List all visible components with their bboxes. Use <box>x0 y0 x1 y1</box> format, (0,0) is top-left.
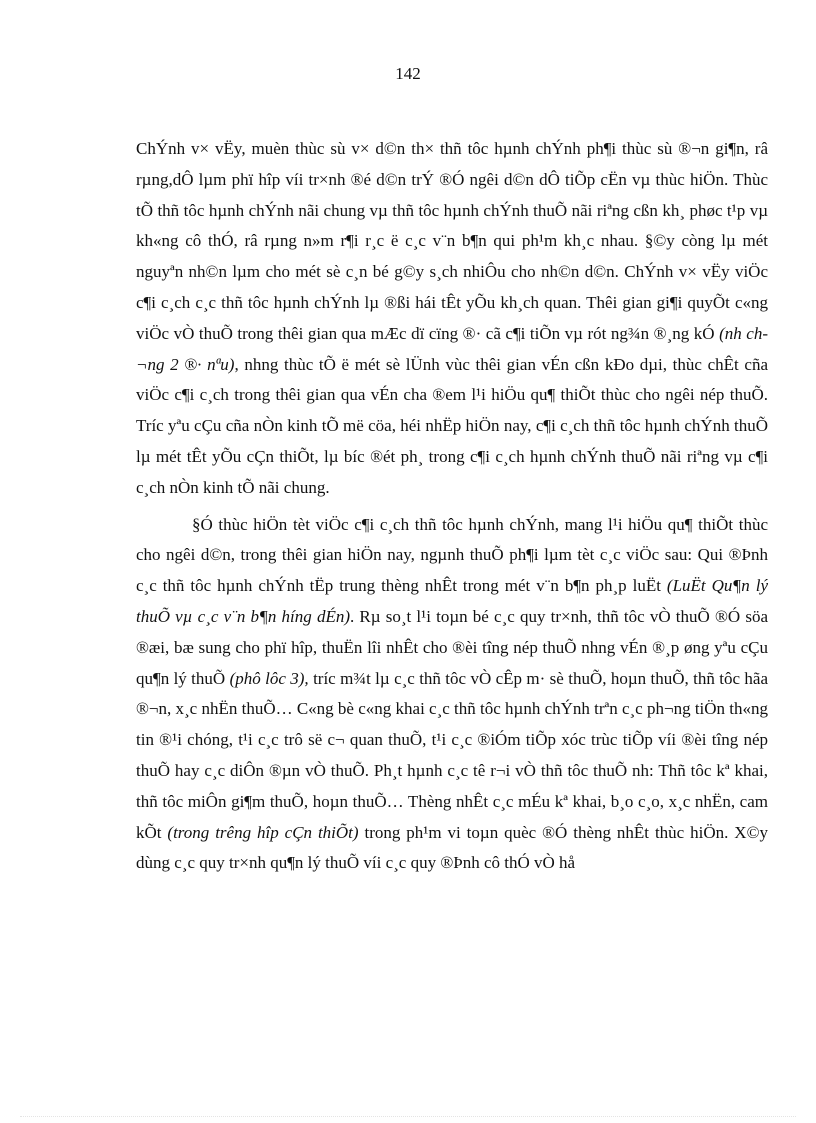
body-text <box>136 134 768 885</box>
italic-note: (LuËt Qu¶n lý thuÕ vµ c¸c v¨n b¶n híng dÉn) <box>136 576 768 626</box>
italic-note: (trong trêng hîp cÇn thiÕt) <box>167 822 359 842</box>
paragraph-2 <box>136 510 768 880</box>
text-run: trong ph¹m vi toµn quèc ®Ó thèng nhÊt thùc hiÖn. X©y dùng c¸c quy tr×nh qu¶n lý thuÕ víi c¸c quy ®Þnh cô thÓ vÒ hå <box>136 822 769 873</box>
paragraph-1 <box>136 134 768 504</box>
italic-note: (nh ch¬ng 2 ®· nªu) <box>136 323 768 374</box>
italic-note: (phô lôc 3), <box>229 668 309 688</box>
page-bottom-edge <box>20 1116 796 1117</box>
text-run: , nhng thùc tÕ ë mét sè lÜnh vùc thêi gian vÉn cßn kÐo dµi, thùc chÊt cña viÖc c¶i c¸ch trong thêi gian qua vÉn cha ®em l¹i hiÖu qu¶ thiÕt thùc cho ngêi nép thuÕ. Tríc yªu cÇu cña nÒn kinh tÕ më cöa, héi nhËp hiÖn nay, c¶i c¸ch thñ tôc hµnh chÝnh thuÕ lµ mét tÊt yÕu cÇn thiÕt, lµ bíc ®ét ph¸ trong c¶i c¸ch hµnh chÝnh thuÕ nãi riªng vµ c¶i c¸ch nÒn kinh tÕ nãi chung. <box>136 354 768 497</box>
text-run: tríc m¾t lµ c¸c thñ tôc vÒ cÊp m· sè thuÕ, hoµn thuÕ, thñ tôc hãa ®¬n, x¸c nhËn thuÕ… C«ng bè c«ng khai c¸c thñ tôc hµnh chÝnh trªn c¸c ph¬ng tiÖn th«ng tin ®¹i chóng, t¹i c¸c trô së c¬ quan thuÕ, t¹i c¸c ®iÓm tiÕp xóc trùc tiÕp víi ®èi tîng nép thuÕ hay c¸c diÔn ®µn vÒ thuÕ. Ph¸t hµnh c¸c tê r¬i vÒ thñ tôc thuÕ nh: Thñ tôc kª khai, thñ tôc miÔn gi¶m thuÕ, hoµn thuÕ… Thèng nhÊt c¸c mÉu kª khai, b¸o c¸o, x¸c nhËn, cam kÕt <box>136 668 769 842</box>
text-run: . Rµ so¸t l¹i toµn bé c¸c quy tr×nh, thñ tôc vÒ thuÕ ®Ó söa ®æi, bæ sung cho phï hîp, thuËn lîi nhÊt cho ®èi tîng nép thuÕ nhng vÉn ®¸p øng yªu cÇu qu¶n lý thuÕ <box>136 606 768 688</box>
text-run: §Ó thùc hiÖn tèt viÖc c¶i c¸ch thñ tôc hµnh chÝnh, mang l¹i hiÖu qu¶ thiÕt thùc cho ngêi d©n, trong thêi gian hiÖn nay, ngµnh thuÕ ph¶i lµm tèt c¸c viÖc sau: Qui ®Þnh c¸c thñ tôc hµnh chÝnh tËp trung thèng nhÊt trong mét v¨n b¶n ph¸p luËt <box>136 514 768 596</box>
page-number: 142 <box>395 64 421 83</box>
text-run: ChÝnh v× vËy, muèn thùc sù v× d©n th× thñ tôc hµnh chÝnh ph¶i thùc sù ®¬n gi¶n, râ rµng,dÔ lµm phï hîp víi tr×nh ®é d©n trÝ ®Ó ngêi d©n dÔ tiÕp cËn vµ thùc hiÖn. Thùc tÕ thñ tôc hµnh chÝnh nãi chung vµ thñ tôc hµnh chÝnh thuÕ nãi riªng cßn kh¸ phøc t¹p vµ kh«ng cô thÓ, râ rµng n»m r¶i r¸c ë c¸c v¨n b¶n qui ph¹m kh¸c nhau. §©y còng lµ mét nguyªn nh©n lµm cho mét sè c¸n bé g©y s¸ch nhiÔu cho nh©n d©n. ChÝnh v× vËy viÖc c¶i c¸ch c¸c thñ tôc hµnh chÝnh lµ ®ßi hái tÊt yÕu kh¸ch quan. Thêi gian gi¶i quyÕt c«ng viÖc vÒ thuÕ trong thêi gian qua mÆc dï cïng ®· cã c¶i tiÕn vµ rót ng¾n ®¸ng kÓ <box>136 139 768 343</box>
